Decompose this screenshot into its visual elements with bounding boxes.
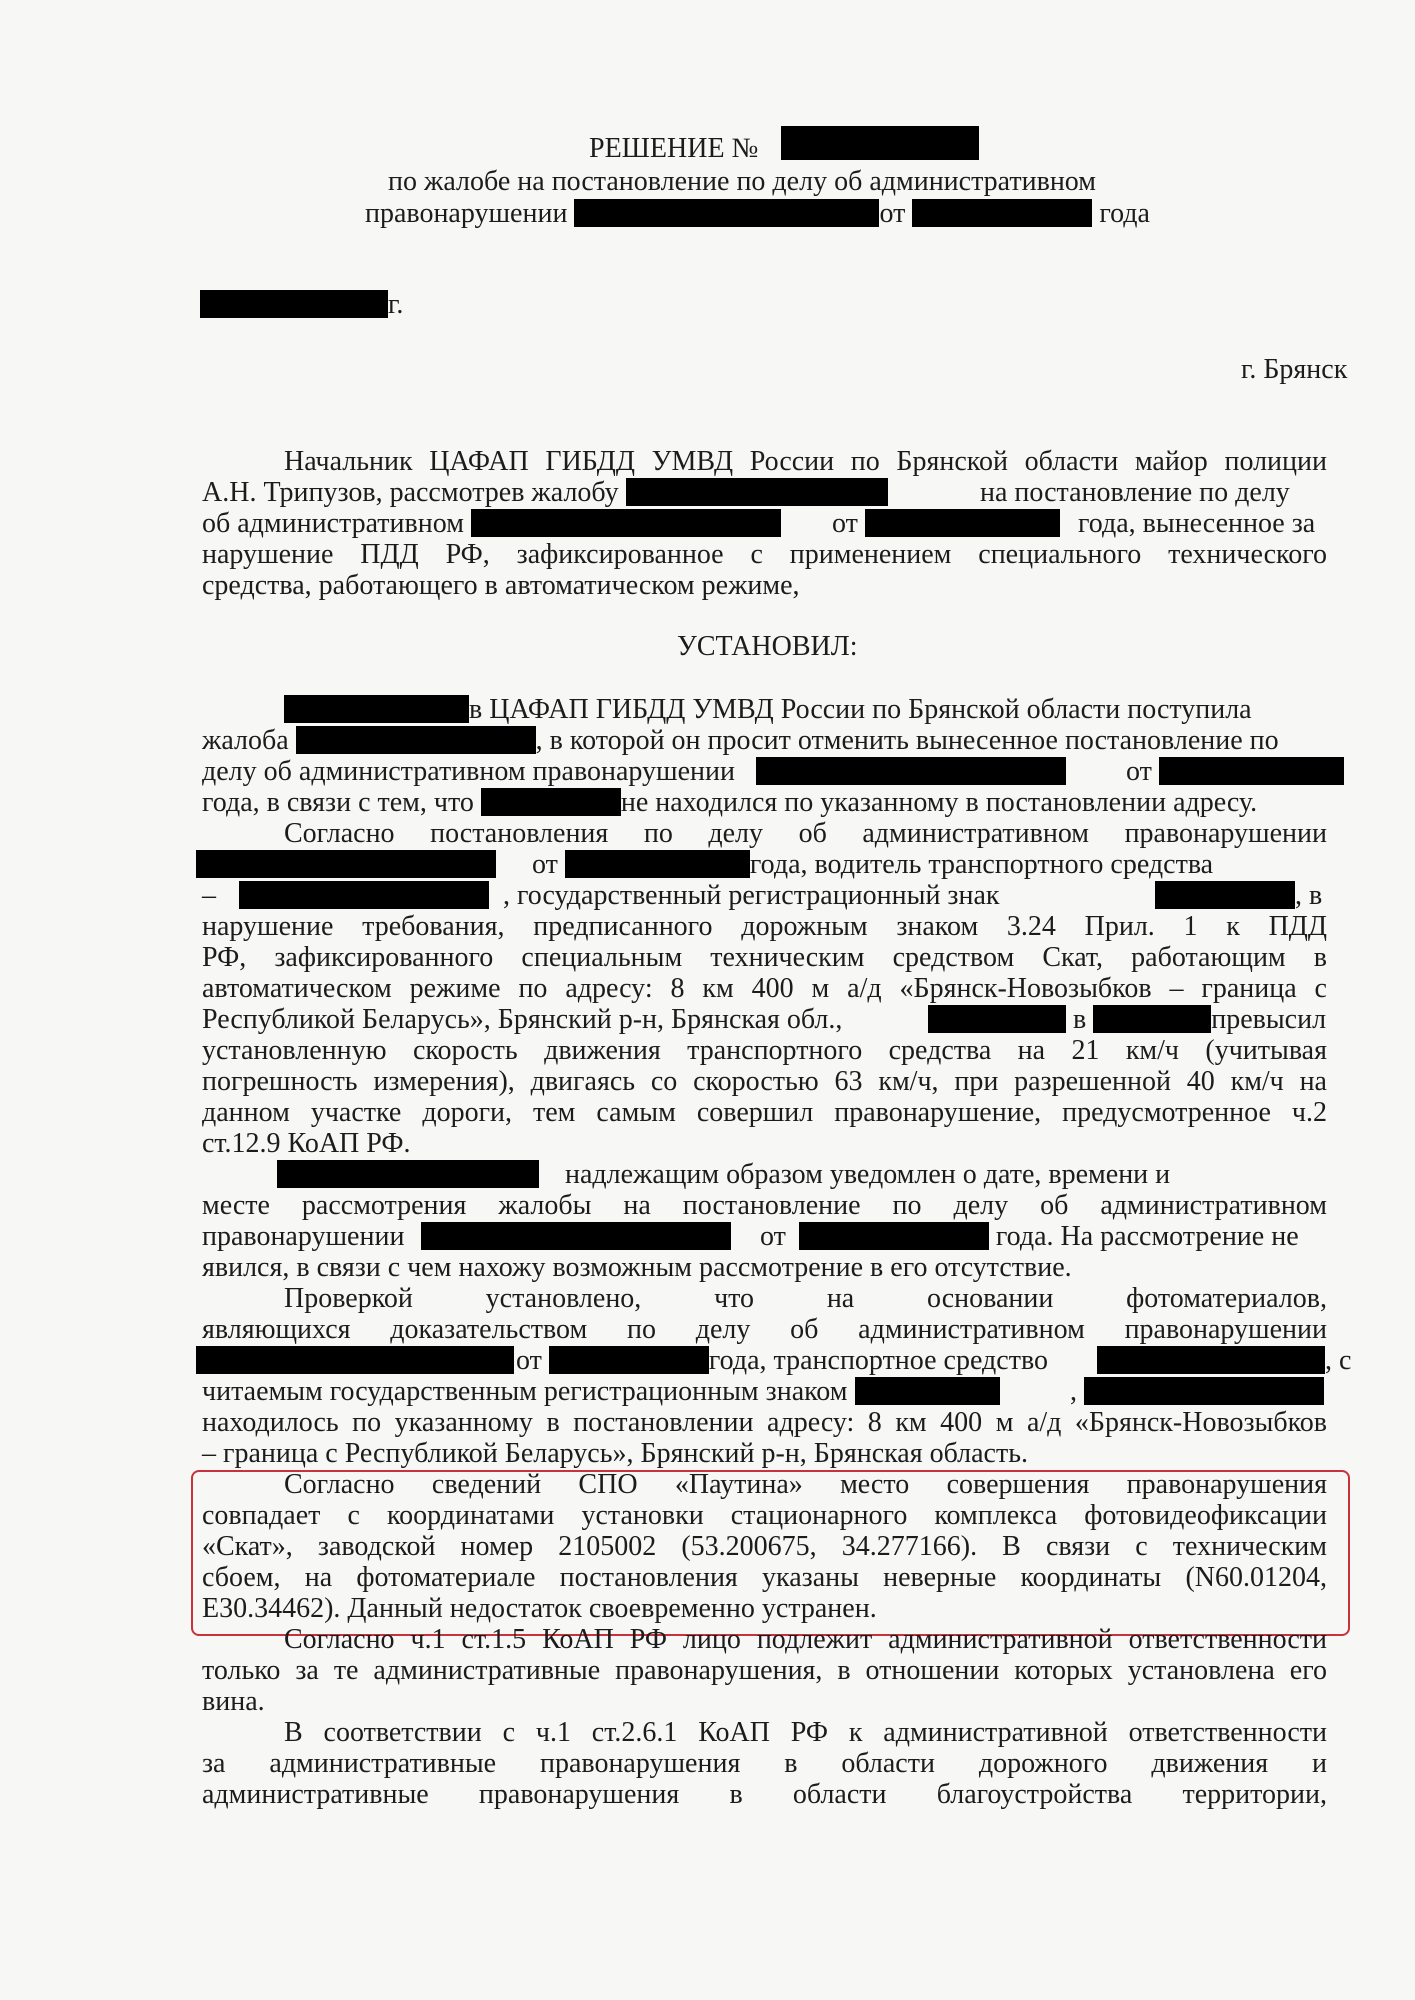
document-city: г. Брянск [1241,354,1348,385]
section-title: УСТАНОВИЛ: [677,631,858,662]
document-title: РЕШЕНИЕ № [589,133,759,164]
document-subtitle: по жалобе на постановление по делу об административном [388,166,1096,197]
redaction-block [865,509,1060,537]
redaction-block [781,126,979,160]
redaction-block [574,199,879,227]
redaction-block [239,881,489,909]
redaction-block [626,478,888,506]
redaction-block [200,290,388,318]
redaction-block [1093,1005,1211,1033]
redaction-block [756,757,1066,785]
redaction-block [912,199,1092,227]
document-date: г. [200,289,403,320]
document-subtitle-line2: правонарушении от года [365,198,1150,229]
redaction-block [277,1160,539,1188]
redaction-block [296,726,536,754]
redaction-block [1097,1346,1325,1374]
redaction-block [928,1005,1066,1033]
redaction-block [421,1222,731,1250]
redaction-block [471,509,781,537]
redaction-block [855,1377,1000,1405]
redaction-block [196,850,496,878]
redaction-block [284,695,469,723]
redaction-block [549,1346,709,1374]
redaction-block [481,788,621,816]
redaction-block [1084,1377,1324,1405]
redaction-block [565,850,750,878]
redaction-block [1159,757,1344,785]
redaction-block [1155,881,1295,909]
redaction-block [196,1346,514,1374]
redaction-block [799,1222,989,1250]
